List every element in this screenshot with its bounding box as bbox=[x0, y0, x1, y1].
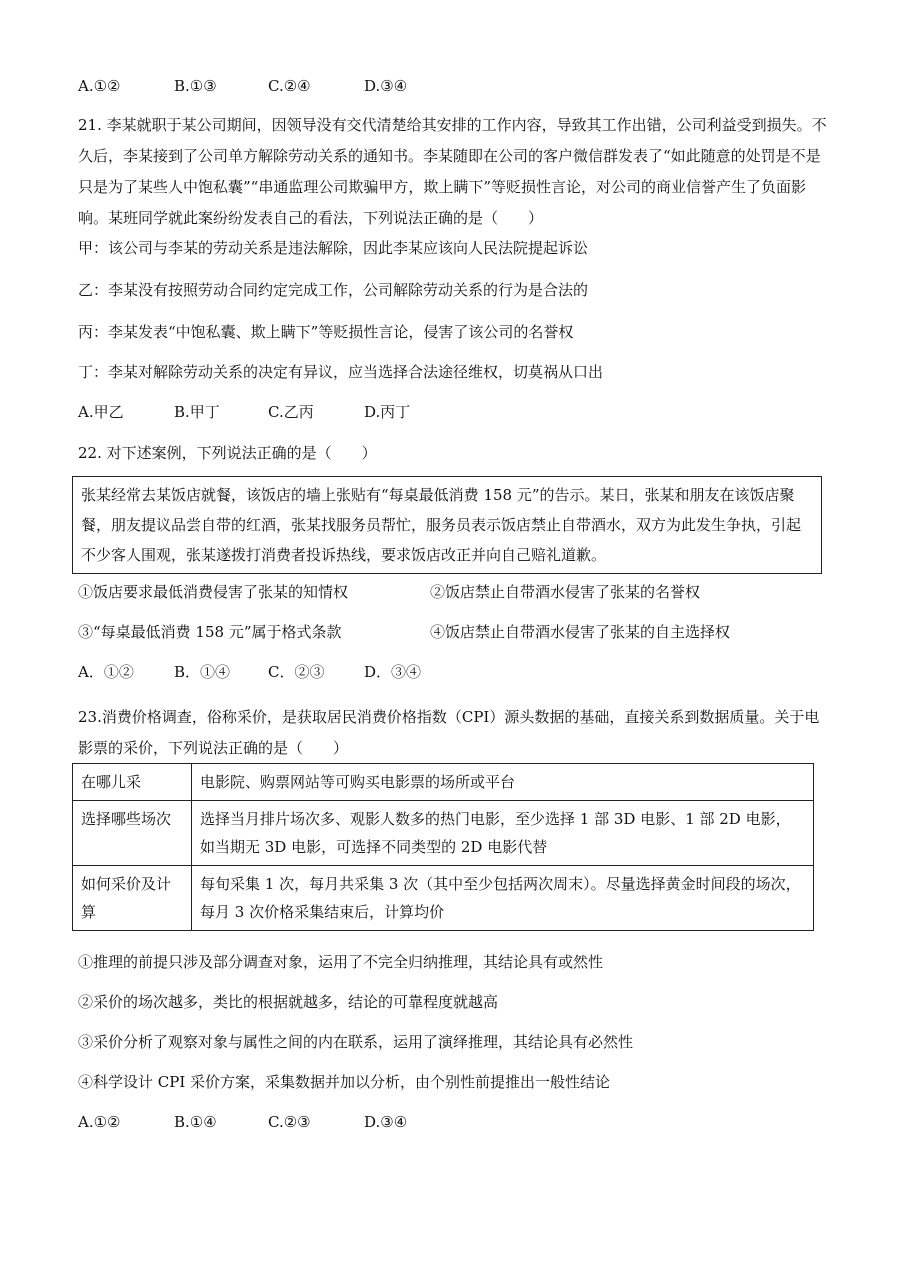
q22-statement-2: ②饭店禁止自带酒水侵害了张某的名誉权 bbox=[430, 583, 701, 601]
q23-options bbox=[78, 1112, 407, 1132]
q23-statement-1: ①推理的前提只涉及部分调查对象，运用了不完全归纳推理，其结论具有或然性 bbox=[78, 953, 604, 971]
q21-stem: 21. 李某就职于某公司期间，因领导没有交代清楚给其安排的工作内容，导致其工作出错，公司利益受到损失。不久后，李某接到了公司单方解除劳动关系的通知书。李某随即在公司的客户微信群发表了“如此随意的处罚是不是只是为了某些人中饱私囊”“串通监理公司欺骗甲方，欺上瞒下”等贬损性言论，对公司的商业信誉产生了负面影响。某班同学就此案纷纷发表自己的看法，下列说法正确的是（ ） bbox=[78, 116, 827, 227]
q20-options bbox=[78, 76, 407, 96]
q22-options bbox=[78, 662, 421, 682]
option-c[interactable]: C.②③ bbox=[268, 1113, 311, 1131]
q21-item-ding: 丁：李某对解除劳动关系的决定有异议，应当选择合法途径维权，切莫祸从口出 bbox=[78, 363, 604, 381]
q21-item-jia: 甲：该公司与李某的劳动关系是违法解除，因此李某应该向人民法院提起诉讼 bbox=[78, 239, 589, 257]
option-d[interactable]: D．③④ bbox=[364, 663, 422, 681]
option-c[interactable]: C.乙丙 bbox=[268, 403, 314, 421]
option-b[interactable]: B.①④ bbox=[174, 1113, 217, 1131]
option-c[interactable]: C.②④ bbox=[268, 77, 311, 95]
q23-stem: 23.消费价格调查，俗称采价，是获取居民消费价格指数（CPI）源头数据的基础，直接关系到数据质量。关于电影票的采价，下列说法正确的是（ ） bbox=[78, 708, 820, 757]
option-b[interactable]: B.①③ bbox=[174, 77, 217, 95]
table-key: 选择哪些场次 bbox=[73, 801, 192, 866]
option-d[interactable]: D.③④ bbox=[364, 1113, 408, 1131]
q21-item-bing: 丙：李某发表“中饱私囊、欺上瞒下”等贬损性言论，侵害了该公司的名誉权 bbox=[78, 323, 574, 341]
q23-survey-table bbox=[72, 763, 814, 931]
table-value: 每旬采集 1 次，每月共采集 3 次（其中至少包括两次周末）。尽量选择黄金时间段的场次，每月 3 次价格采集结束后，计算均价 bbox=[192, 866, 814, 931]
option-a[interactable]: A.①② bbox=[78, 77, 121, 95]
option-a[interactable]: A.①② bbox=[78, 1113, 121, 1131]
q22-statement-1: ①饭店要求最低消费侵害了张某的知情权 bbox=[78, 583, 349, 601]
q22-statement-4: ④饭店禁止自带酒水侵害了张某的自主选择权 bbox=[430, 623, 731, 641]
q21-item-yi: 乙：李某没有按照劳动合同约定完成工作，公司解除劳动关系的行为是合法的 bbox=[78, 281, 589, 299]
option-b[interactable]: B．①④ bbox=[174, 663, 231, 681]
table-value: 电影院、购票网站等可购买电影票的场所或平台 bbox=[192, 764, 814, 801]
option-d[interactable]: D.丙丁 bbox=[364, 403, 411, 421]
table-value: 选择当月排片场次多、观影人数多的热门电影，至少选择 1 部 3D 电影、1 部 2D 电影，如当期无 3D 电影，可选择不同类型的 2D 电影代替 bbox=[192, 801, 814, 866]
table-row bbox=[73, 866, 814, 931]
q23-statement-4: ④科学设计 CPI 采价方案，采集数据并加以分析，由个别性前提推出一般性结论 bbox=[78, 1073, 611, 1091]
table-row bbox=[73, 764, 814, 801]
q22-case-box: 张某经常去某饭店就餐，该饭店的墙上张贴有“每桌最低消费 158 元”的告示。某日，张某和朋友在该饭店聚餐，朋友提议品尝自带的红酒，张某找服务员帮忙，服务员表示饭店禁止自带酒水，双方为此发生争执，引起不少客人围观，张某遂拨打消费者投诉热线，要求饭店改正并向自己赔礼道歉。 bbox=[72, 476, 822, 574]
table-key: 如何采价及计算 bbox=[73, 866, 192, 931]
option-d[interactable]: D.③④ bbox=[364, 77, 408, 95]
q22-statement-3: ③“每桌最低消费 158 元”属于格式条款 bbox=[78, 623, 342, 641]
table-row bbox=[73, 801, 814, 866]
table-key: 在哪儿采 bbox=[73, 764, 192, 801]
option-b[interactable]: B.甲丁 bbox=[174, 403, 220, 421]
option-c[interactable]: C．②③ bbox=[268, 663, 325, 681]
option-a[interactable]: A.甲乙 bbox=[78, 403, 124, 421]
q23-statement-3: ③采价分析了观察对象与属性之间的内在联系，运用了演绎推理，其结论具有必然性 bbox=[78, 1033, 634, 1051]
q23-statement-2: ②采价的场次越多，类比的根据就越多，结论的可靠程度就越高 bbox=[78, 993, 499, 1011]
option-a[interactable]: A．①② bbox=[78, 663, 134, 681]
q22-statements-row-1 bbox=[78, 582, 700, 602]
q22-stem: 22. 对下述案例，下列说法正确的是（ ） bbox=[78, 444, 377, 462]
q21-options bbox=[78, 402, 410, 422]
q22-statements-row-2 bbox=[78, 622, 730, 642]
